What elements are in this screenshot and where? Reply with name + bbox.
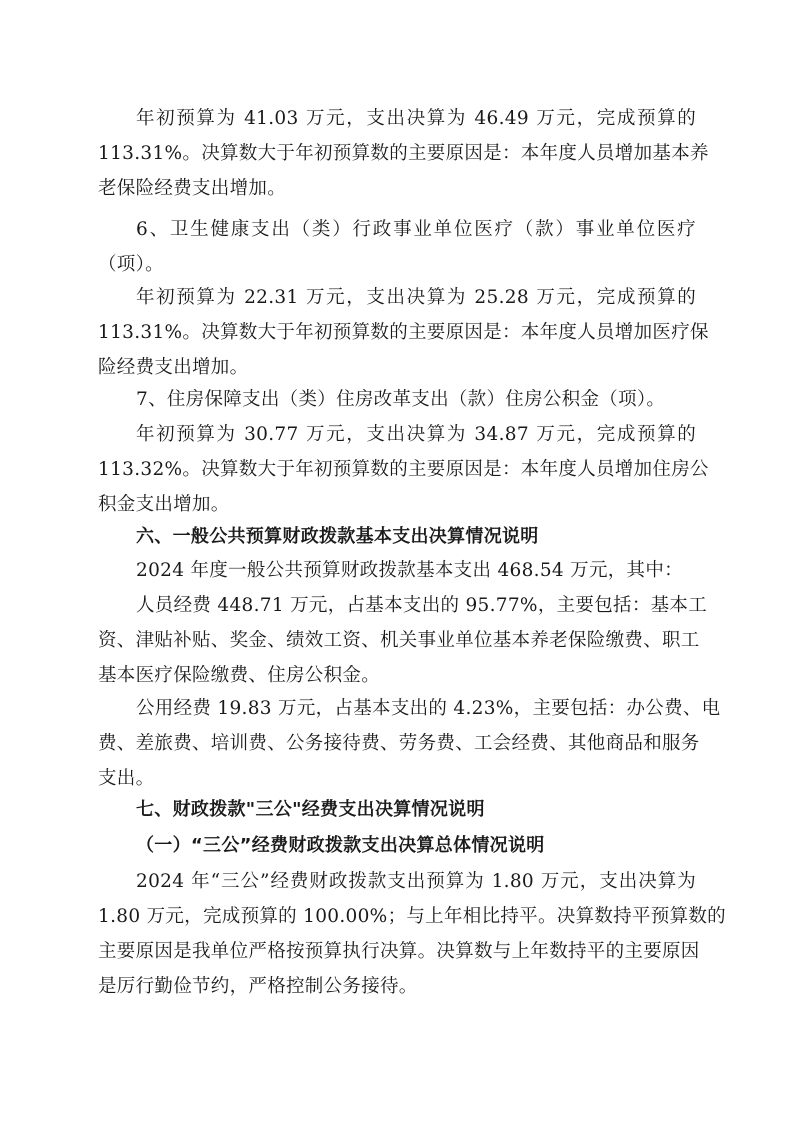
paragraph-personnel-expense <box>98 588 708 693</box>
text-line: 主要原因是我单位严格按预算执行决算。决算数与上年数持平的主要原因 <box>98 941 700 962</box>
paragraph-housing-budget <box>98 417 709 522</box>
paragraph-medical-budget <box>98 280 709 385</box>
text-line: 资、津贴补贴、奖金、绩效工资、机关事业单位基本养老保险缴费、职工 <box>98 630 700 651</box>
text-line: （项）。 <box>98 254 164 275</box>
text-line: 老保险经费支出增加。 <box>98 178 287 199</box>
text-line: 基本医疗保险缴费、住房公积金。 <box>98 665 381 686</box>
text-line: 人员经费 448.71 万元，占基本支出的 95.77%，主要包括：基本工 <box>136 595 708 616</box>
text-line: 是厉行勤俭节约，严格控制公务接待。 <box>98 976 418 997</box>
paragraph-basic-expenditure <box>98 553 696 588</box>
text-line: 113.31%。决算数大于年初预算数的主要原因是：本年度人员增加基本养 <box>98 143 709 164</box>
text-line: 7、住房保障支出（类）住房改革支出（款）住房公积金（项）。 <box>136 389 666 410</box>
text-line: 1.80 万元，完成预算的 100.00%；与上年相比持平。决算数持平预算数的 <box>98 906 726 927</box>
paragraph-health-item <box>98 212 696 282</box>
text-line: 2024 年度一般公共预算财政拨款基本支出 468.54 万元，其中： <box>136 560 683 581</box>
text-line: 费、差旅费、培训费、公务接待费、劳务费、工会经费、其他商品和服务 <box>98 733 700 754</box>
text-line: 2024 年“三公”经费财政拨款支出预算为 1.80 万元，支出决算为 <box>136 871 696 892</box>
paragraph-housing-item <box>98 382 696 417</box>
text-line: 年初预算为 22.31 万元，支出决算为 25.28 万元，完成预算的 <box>136 287 696 308</box>
text-line: 积金支出增加。 <box>98 494 230 515</box>
text-line: 6、卫生健康支出（类）行政事业单位医疗（款）事业单位医疗 <box>136 219 696 240</box>
paragraph-three-public-expense <box>98 864 726 1004</box>
text-line: 年初预算为 41.03 万元，支出决算为 46.49 万元，完成预算的 <box>136 108 696 129</box>
paragraph-public-expense <box>98 691 721 796</box>
text-line: 公用经费 19.83 万元，占基本支出的 4.23%，主要包括：办公费、电 <box>136 698 721 719</box>
text-line: 险经费支出增加。 <box>98 357 249 378</box>
section-heading-6: 六、一般公共预算财政拨款基本支出决算情况说明 <box>136 526 539 547</box>
text-line: 113.31%。决算数大于年初预算数的主要原因是：本年度人员增加医疗保 <box>98 322 709 343</box>
text-line: 年初预算为 30.77 万元，支出决算为 34.87 万元，完成预算的 <box>136 424 696 445</box>
text-line: 支出。 <box>98 768 155 789</box>
subsection-heading-7-1: （一）“三公”经费财政拨款支出决算总体情况说明 <box>136 835 545 856</box>
paragraph-pension-budget <box>98 101 709 206</box>
text-line: 113.32%。决算数大于年初预算数的主要原因是：本年度人员增加住房公 <box>98 459 709 480</box>
section-heading-7: 七、财政拨款"三公"经费支出决算情况说明 <box>136 799 485 820</box>
